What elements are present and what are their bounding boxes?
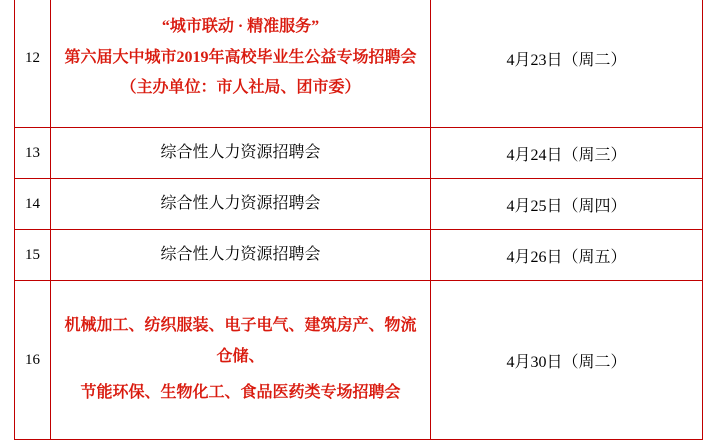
- row-activity-name: [51, 0, 431, 128]
- row-activity-name: [51, 128, 431, 179]
- row-activity-name: [51, 281, 431, 440]
- row-index: 14: [15, 179, 51, 230]
- activity-name-line: 综合性人力资源招聘会: [160, 194, 321, 212]
- recruitment-schedule-table: [14, 0, 703, 440]
- table-row: [15, 179, 703, 230]
- row-index: 13: [15, 128, 51, 179]
- table-row: [15, 281, 703, 440]
- row-date: 4月23日（周二）: [431, 0, 703, 128]
- table-row: [15, 230, 703, 281]
- activity-name-line: 节能环保、生物化工、食品医药类专场招聘会: [80, 384, 401, 402]
- row-date: 4月25日（周四）: [431, 179, 703, 230]
- table-row: [15, 0, 703, 128]
- activity-name-line: 第六届大中城市2019年高校毕业生公益专场招聘会: [64, 48, 417, 66]
- activity-name-line: 综合性人力资源招聘会: [160, 245, 321, 263]
- row-activity-name: [51, 179, 431, 230]
- activity-name-line: “城市联动 · 精准服务”: [161, 18, 320, 36]
- table-row: [15, 128, 703, 179]
- row-index: 16: [15, 281, 51, 440]
- row-date: 4月26日（周五）: [431, 230, 703, 281]
- row-index: 15: [15, 230, 51, 281]
- row-date: 4月30日（周二）: [431, 281, 703, 440]
- activity-name-line: 机械加工、纺织服装、电子电气、建筑房产、物流仓储、: [64, 317, 417, 365]
- activity-name-line: 综合性人力资源招聘会: [160, 143, 321, 161]
- row-activity-name: [51, 230, 431, 281]
- row-date: 4月24日（周三）: [431, 128, 703, 179]
- row-index: 12: [15, 0, 51, 128]
- activity-name-line: （主办单位：市人社局、团市委）: [120, 79, 361, 97]
